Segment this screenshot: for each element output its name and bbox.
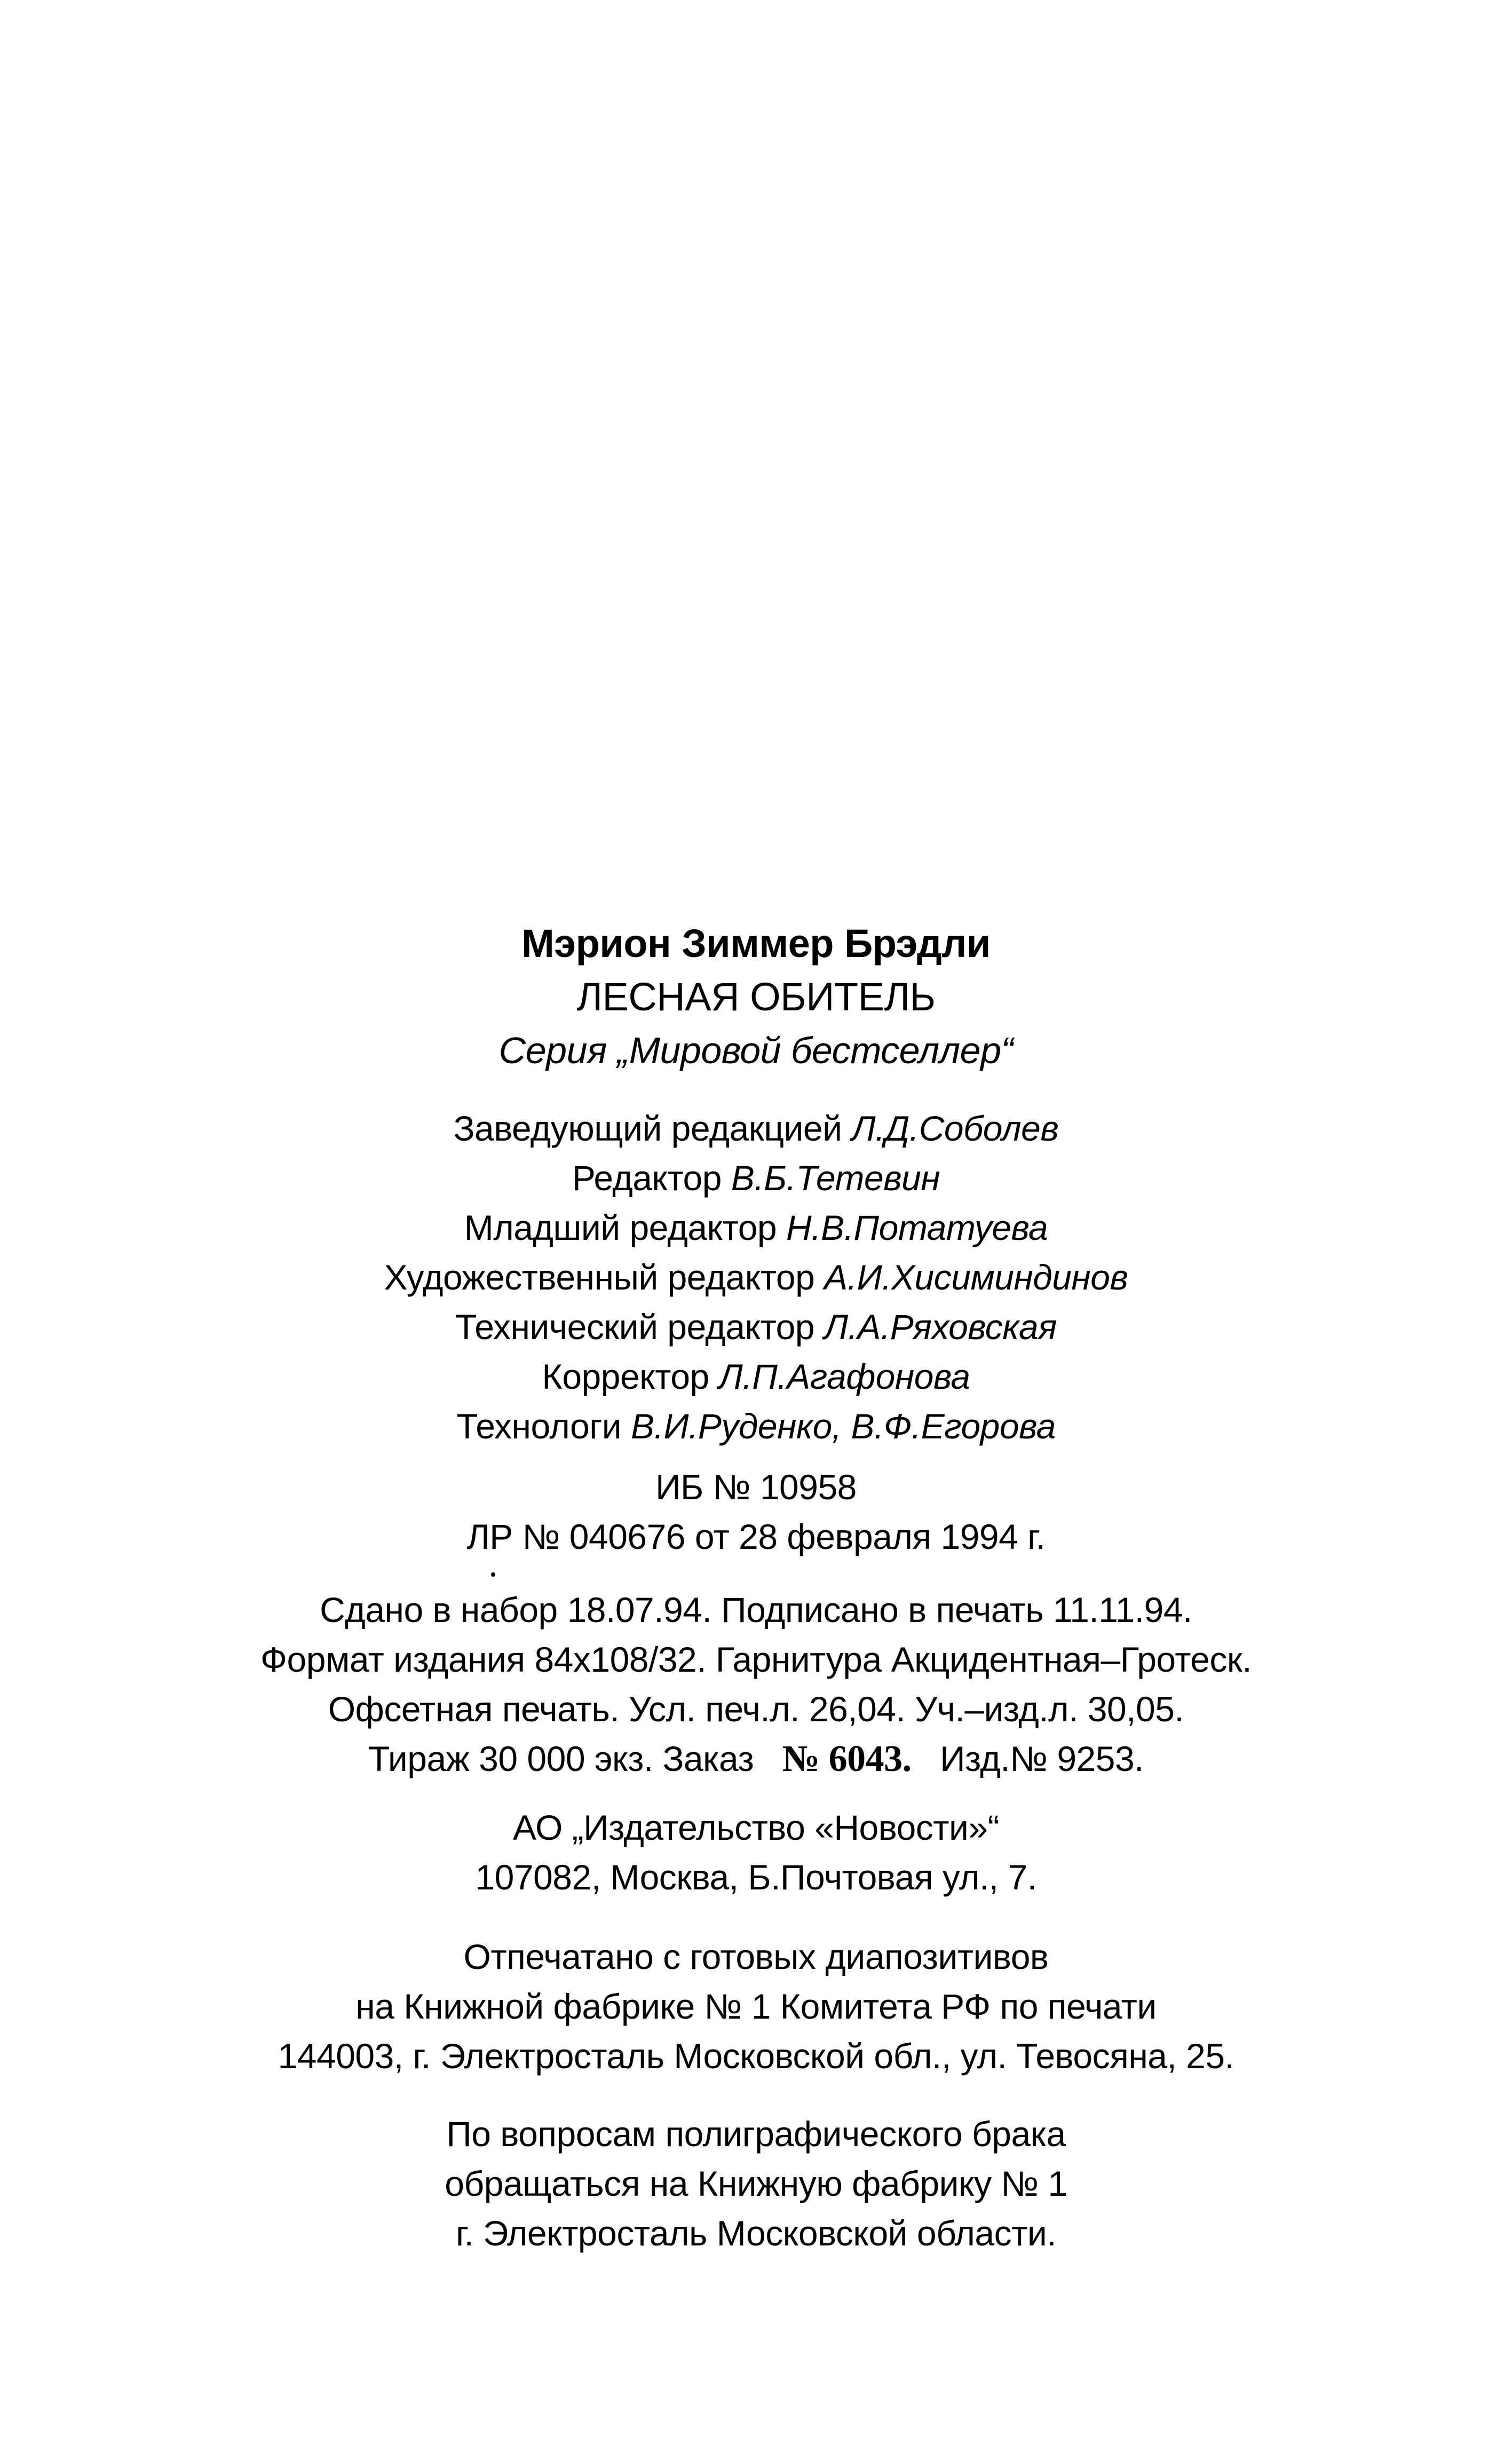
credit-role: Корректор [542, 1357, 709, 1396]
printer-line-3: 144003, г. Электросталь Московской обл., ул. Тевосяна, 25. [278, 2036, 1234, 2076]
edition-number: Изд.№ 9253. [940, 1739, 1144, 1778]
registration-block [0, 1462, 1512, 1562]
credit-name: Н.В.Потатуева [786, 1208, 1048, 1247]
credit-line [0, 1352, 1512, 1402]
author-name: Мэрион Зиммер Брэдли [521, 921, 991, 966]
publisher-name: АО „Издательство «Новости»“ [512, 1808, 1000, 1847]
book-title: ЛЕСНАЯ ОБИТЕЛЬ [576, 975, 936, 1019]
lr-number: ЛР № 040676 от 28 февраля 1994 г. [466, 1517, 1046, 1556]
credit-role: Младший редактор [464, 1208, 777, 1247]
complaints-line-2: обращаться на Книжную фабрику № 1 [445, 2164, 1067, 2203]
credit-role: Художественный редактор [384, 1257, 815, 1297]
complaints-line-3: г. Электросталь Московской области. [455, 2213, 1057, 2253]
print-run: Тираж 30 000 экз. Заказ [368, 1739, 754, 1778]
ib-number: ИБ № 10958 [655, 1467, 857, 1507]
printer-line-2: на Книжной фабрике № 1 Комитета РФ по печати [355, 1987, 1157, 2026]
credit-line [0, 1104, 1512, 1153]
print-info-block [0, 1585, 1512, 1784]
credit-line [0, 1402, 1512, 1451]
credit-name: В.И.Руденко, В.Ф.Егорова [631, 1406, 1056, 1446]
publisher-block [0, 1803, 1512, 1902]
series-name: Серия „Мировой бестселлер“ [498, 1030, 1014, 1071]
credit-name: А.И.Хисиминдинов [824, 1257, 1128, 1297]
credit-name: В.Б.Тетевин [731, 1158, 940, 1198]
credit-role: Технический редактор [455, 1307, 814, 1347]
print-dates: Сдано в набор 18.07.94. Подписано в печать 11.11.94. [320, 1590, 1192, 1630]
credit-line [0, 1203, 1512, 1253]
credit-name: Л.П.Агафонова [718, 1357, 970, 1396]
complaints-line-1: По вопросам полиграфического брака [446, 2114, 1066, 2154]
complaints-block [0, 2109, 1512, 2258]
print-method: Офсетная печать. Усл. печ.л. 26,04. Уч.–изд.л. 30,05. [328, 1689, 1184, 1729]
book-header [0, 917, 1512, 1077]
credit-line [0, 1253, 1512, 1302]
publisher-address: 107082, Москва, Б.Почтовая ул., 7. [475, 1857, 1037, 1897]
credit-role: Заведующий редакцией [453, 1109, 842, 1148]
credit-line [0, 1302, 1512, 1352]
credit-name: Л.А.Ряховская [824, 1307, 1057, 1347]
order-number: № 6043. [782, 1738, 912, 1779]
print-format: Формат издания 84x108/32. Гарнитура Акцидентная–Гротеск. [260, 1640, 1252, 1679]
credit-role: Технологи [456, 1406, 622, 1446]
printer-block [0, 1932, 1512, 2081]
credit-line [0, 1153, 1512, 1203]
credit-role: Редактор [572, 1158, 722, 1198]
print-run-line [0, 1734, 1512, 1784]
stray-dot [491, 1572, 495, 1577]
printer-line-1: Отпечатано с готовых диапозитивов [463, 1937, 1049, 1976]
credit-name: Л.Д.Соболев [851, 1109, 1059, 1148]
credits-list [0, 1104, 1512, 1451]
